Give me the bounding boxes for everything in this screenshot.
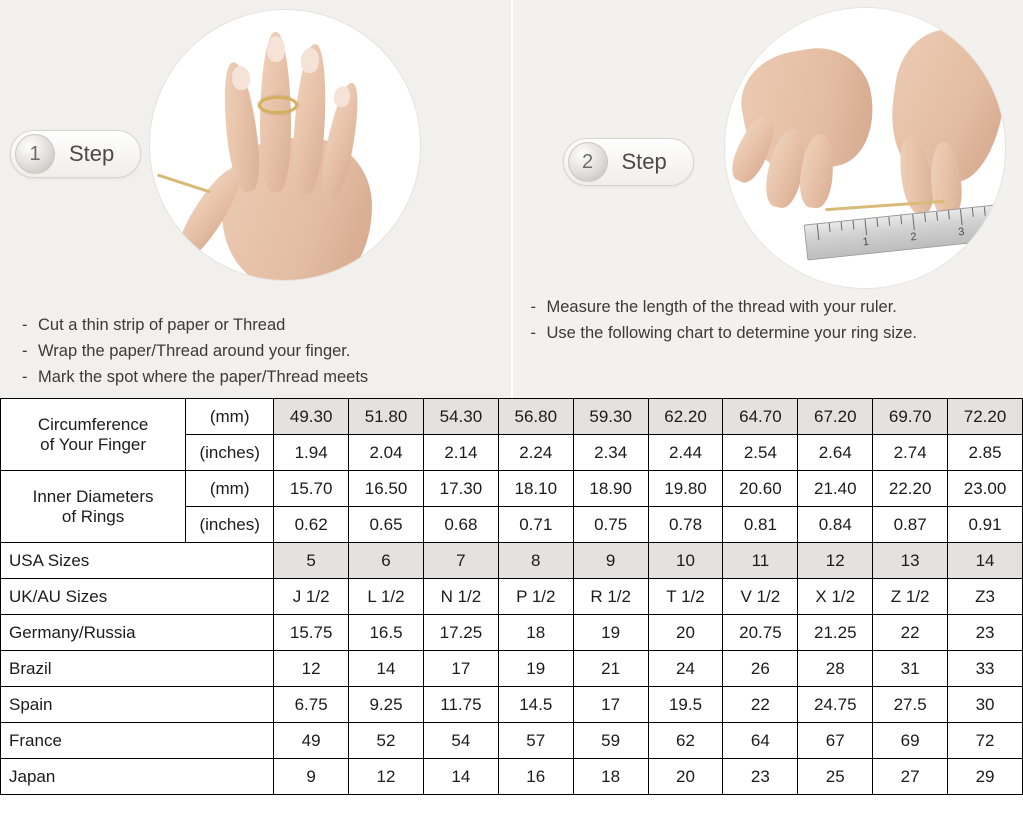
row-label-france: France (1, 723, 274, 759)
cell: 20 (648, 615, 723, 651)
cell: 54 (423, 723, 498, 759)
cell: 1.94 (274, 435, 349, 471)
step-2-bullet-2: - Use the following chart to determine your ring size. (530, 324, 918, 342)
cell: 0.65 (349, 507, 424, 543)
step-panel-1 (0, 0, 511, 398)
cell: 18.10 (498, 471, 573, 507)
cell: 56.80 (498, 399, 573, 435)
cell: 51.80 (349, 399, 424, 435)
cell: P 1/2 (498, 579, 573, 615)
row-label-germany-russia: Germany/Russia (1, 615, 274, 651)
cell: X 1/2 (798, 579, 873, 615)
cell: 27 (873, 759, 948, 795)
cell: 59 (573, 723, 648, 759)
unit-inches-circumference: (inches) (186, 435, 274, 471)
cell: 67.20 (798, 399, 873, 435)
cell: 64.70 (723, 399, 798, 435)
cell: T 1/2 (648, 579, 723, 615)
cell: 9 (573, 543, 648, 579)
cell: 24 (648, 651, 723, 687)
cell: 2.14 (423, 435, 498, 471)
row-label-usa-sizes: USA Sizes (1, 543, 274, 579)
cell: 72 (948, 723, 1023, 759)
cell: 16.50 (349, 471, 424, 507)
cell: 2.24 (498, 435, 573, 471)
cell: 10 (648, 543, 723, 579)
cell: 2.64 (798, 435, 873, 471)
cell: 12 (349, 759, 424, 795)
table-row (1, 723, 1023, 759)
cell: 22.20 (873, 471, 948, 507)
step-1-bullet-3: - Mark the spot where the paper/Thread meets (22, 368, 369, 386)
cell: 23 (948, 615, 1023, 651)
cell: 0.84 (798, 507, 873, 543)
cell: 5 (274, 543, 349, 579)
step-1-instructions (22, 312, 368, 390)
cell: 2.85 (948, 435, 1023, 471)
cell: 0.62 (274, 507, 349, 543)
cell: J 1/2 (274, 579, 349, 615)
cell: 2.44 (648, 435, 723, 471)
ruler-number-1: 1 (861, 235, 870, 249)
ring-size-table (0, 398, 1023, 795)
cell: 18 (573, 759, 648, 795)
cell: 19.80 (648, 471, 723, 507)
cell: 6 (349, 543, 424, 579)
step-2-photo (725, 8, 1005, 288)
cell: 64 (723, 723, 798, 759)
cell: 9.25 (349, 687, 424, 723)
cell: 14 (948, 543, 1023, 579)
table-row (1, 759, 1023, 795)
row-label-japan: Japan (1, 759, 274, 795)
ruler-number-3: 3 (957, 225, 965, 239)
cell: 2.04 (349, 435, 424, 471)
step-1-photo (150, 10, 420, 280)
steps-section (0, 0, 1023, 398)
cell: 0.87 (873, 507, 948, 543)
step-1-badge (10, 130, 141, 178)
ruler-illustration (725, 8, 1005, 288)
unit-mm-circumference: (mm) (186, 399, 274, 435)
cell: 72.20 (948, 399, 1023, 435)
cell: 21.25 (798, 615, 873, 651)
cell: L 1/2 (349, 579, 424, 615)
cell: 2.74 (873, 435, 948, 471)
cell: 17 (573, 687, 648, 723)
cell: 25 (798, 759, 873, 795)
cell: 14 (423, 759, 498, 795)
cell: 19 (498, 651, 573, 687)
cell: 15.75 (274, 615, 349, 651)
step-2-number: 2 (568, 142, 608, 182)
cell: 33 (948, 651, 1023, 687)
row-label-circumference: Circumference of Your Finger (1, 399, 186, 471)
cell: 23 (723, 759, 798, 795)
cell: 57 (498, 723, 573, 759)
cell: 17.30 (423, 471, 498, 507)
cell: 26 (723, 651, 798, 687)
cell: 30 (948, 687, 1023, 723)
cell: 22 (723, 687, 798, 723)
cell: 20.60 (723, 471, 798, 507)
step-2-label: Step (621, 149, 667, 174)
cell: 0.81 (723, 507, 798, 543)
step-2-instructions (531, 294, 918, 346)
step-1-label: Step (69, 141, 115, 166)
unit-mm-diameter: (mm) (186, 471, 274, 507)
cell: 62.20 (648, 399, 723, 435)
ruler-number-2: 2 (909, 230, 917, 244)
table-row (1, 651, 1023, 687)
cell: 11 (723, 543, 798, 579)
cell: 12 (798, 543, 873, 579)
cell: 21 (573, 651, 648, 687)
cell: 0.75 (573, 507, 648, 543)
row-label-spain: Spain (1, 687, 274, 723)
ring-band-icon (258, 96, 298, 114)
table-row (1, 399, 1023, 435)
cell: 12 (274, 651, 349, 687)
cell: 20.75 (723, 615, 798, 651)
cell: V 1/2 (723, 579, 798, 615)
cell: 49 (274, 723, 349, 759)
cell: 14.5 (498, 687, 573, 723)
cell: 0.91 (948, 507, 1023, 543)
table-row (1, 471, 1023, 507)
cell: 13 (873, 543, 948, 579)
ring-size-table-wrapper (0, 398, 1023, 795)
step-1-bullet-2: - Wrap the paper/Thread around your finger. (22, 342, 351, 360)
cell: Z 1/2 (873, 579, 948, 615)
cell: 21.40 (798, 471, 873, 507)
cell: 9 (274, 759, 349, 795)
cell: 2.54 (723, 435, 798, 471)
cell: 19.5 (648, 687, 723, 723)
cell: 0.78 (648, 507, 723, 543)
cell: 17.25 (423, 615, 498, 651)
table-row (1, 615, 1023, 651)
cell: 16 (498, 759, 573, 795)
cell: 49.30 (274, 399, 349, 435)
cell: 29 (948, 759, 1023, 795)
cell: 18.90 (573, 471, 648, 507)
cell: 11.75 (423, 687, 498, 723)
cell: 20 (648, 759, 723, 795)
cell: 0.68 (423, 507, 498, 543)
cell: 17 (423, 651, 498, 687)
cell: 2.34 (573, 435, 648, 471)
row-label-brazil: Brazil (1, 651, 274, 687)
cell: 15.70 (274, 471, 349, 507)
cell: 27.5 (873, 687, 948, 723)
cell: Z3 (948, 579, 1023, 615)
cell: 19 (573, 615, 648, 651)
row-label-inner-diameter: Inner Diameters of Rings (1, 471, 186, 543)
cell: 54.30 (423, 399, 498, 435)
cell: 16.5 (349, 615, 424, 651)
cell: N 1/2 (423, 579, 498, 615)
cell: 62 (648, 723, 723, 759)
unit-inches-diameter: (inches) (186, 507, 274, 543)
hand-illustration (150, 10, 420, 280)
cell: 52 (349, 723, 424, 759)
ruler (803, 204, 1004, 261)
step-1-number: 1 (15, 134, 55, 174)
step-2-badge (563, 138, 694, 186)
cell: 69 (873, 723, 948, 759)
cell: 31 (873, 651, 948, 687)
cell: 22 (873, 615, 948, 651)
cell: 14 (349, 651, 424, 687)
step-2-bullet-1: - Measure the length of the thread with your ruler. (530, 298, 897, 316)
cell: 28 (798, 651, 873, 687)
table-row (1, 579, 1023, 615)
step-panel-2 (511, 0, 1023, 398)
cell: R 1/2 (573, 579, 648, 615)
cell: 23.00 (948, 471, 1023, 507)
cell: 67 (798, 723, 873, 759)
step-1-bullet-1: - Cut a thin strip of paper or Thread (22, 316, 286, 334)
cell: 18 (498, 615, 573, 651)
cell: 6.75 (274, 687, 349, 723)
row-label-uk-au-sizes: UK/AU Sizes (1, 579, 274, 615)
cell: 7 (423, 543, 498, 579)
cell: 0.71 (498, 507, 573, 543)
table-row (1, 687, 1023, 723)
cell: 24.75 (798, 687, 873, 723)
cell: 8 (498, 543, 573, 579)
table-row (1, 543, 1023, 579)
cell: 69.70 (873, 399, 948, 435)
cell: 59.30 (573, 399, 648, 435)
